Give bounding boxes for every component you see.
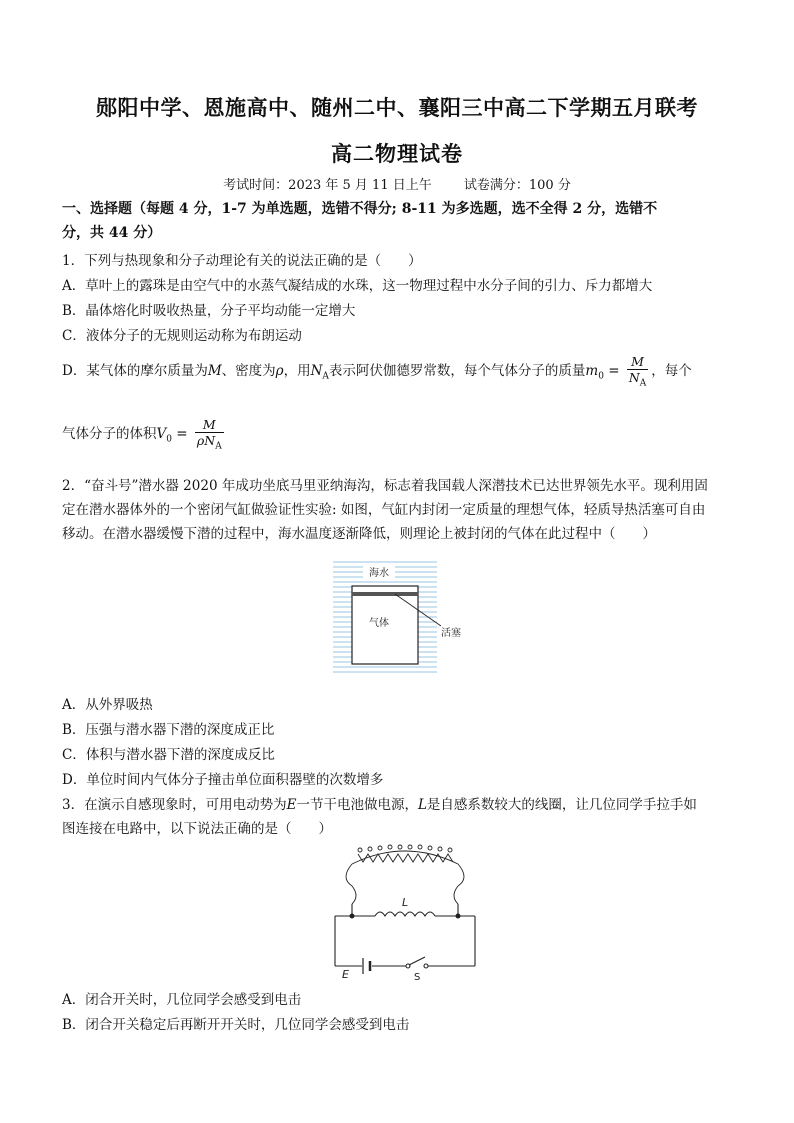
q2-option-d: D．单位时间内气体分子撞击单位面积器壁的次数增多: [62, 772, 384, 788]
q1-d-text1: D．某气体的摩尔质量为: [62, 362, 208, 379]
circuit-diagram: [330, 840, 480, 980]
q3-E: E: [286, 797, 297, 813]
q2-option-b: B．压强与潜水器下潜的深度成正比: [62, 722, 275, 738]
switch: [406, 957, 428, 968]
node-left: [350, 914, 355, 919]
battery: [363, 958, 370, 974]
full-score: 试卷满分：100 分: [463, 178, 571, 193]
exam-meta: [0, 174, 794, 193]
q1-option-a: A．草叶上的露珠是由空气中的水蒸气凝结成的水珠，这一物理过程中水分子间的引力、斥力都增大: [62, 278, 653, 294]
exam-title: 郧阳中学、恩施高中、随州二中、襄阳三中高二下学期五月联考: [96, 95, 698, 120]
node-right: [456, 914, 461, 919]
q2-option-c: C．体积与潜水器下潜的深度成反比: [62, 747, 275, 763]
exam-subtitle: 高二物理试卷: [331, 141, 463, 166]
q2-stem-1: 2．“奋斗号”潜水器 2020 年成功坐底马里亚纳海沟，标志着我国载人深潜技术已达世界领先水平。现利用固: [62, 478, 708, 494]
piston: [352, 592, 418, 596]
inductor-coil: [375, 912, 435, 916]
q1-d-M: M: [207, 362, 222, 379]
q1-d-rho: ρ: [275, 362, 284, 379]
q3-stem-2: 图连接在电路中，以下说法正确的是（ ）: [62, 821, 332, 837]
q3-L: L: [417, 797, 427, 813]
circuit-wires: [335, 904, 475, 966]
label-inductor: L: [402, 896, 409, 909]
label-switch: S: [414, 972, 421, 980]
q1-d-eq: =: [603, 362, 624, 379]
q1-d-fraction-mass: $\frac{M}{N_A}$: [628, 354, 647, 389]
section-heading-cont: 分，共 44 分）: [62, 225, 162, 241]
section-heading: 一、选择题（每题 4 分，1-7 为单选题，选错不得分; 8-11 为多选题，选不全得 2 分，选错不: [62, 201, 658, 217]
label-seawater: 海水: [369, 568, 389, 579]
q1-stem: 1．下列与热现象和分子动理论有关的说法正确的是（ ）: [62, 253, 422, 269]
q1-d-eq2: =: [171, 425, 192, 442]
q1-d-text5: ，每个: [651, 362, 692, 379]
q1-d-NA: $N_A$: [310, 362, 329, 382]
label-battery: E: [342, 968, 349, 980]
cylinder-diagram: [325, 556, 470, 678]
q3-option-a: A．闭合开关时，几位同学会感受到电击: [62, 992, 302, 1008]
q1-d-V0: $V_0$: [156, 425, 172, 445]
exam-time: 考试时间：2023 年 5 月 11 日上午: [223, 178, 432, 193]
q1-d-text6: 气体分子的体积: [62, 425, 157, 442]
q1-option-b: B．晶体熔化时吸收热量，分子平均动能一定增大: [62, 303, 356, 319]
q1-option-d: [62, 354, 742, 389]
q2-stem-2: 定在潜水器体外的一个密闭气缸做验证性实验: 如图，气缸内封闭一定质量的理想气体，轻质导热活塞可自由: [62, 502, 706, 518]
q2-stem-3: 移动。在潜水器缓慢下潜的过程中，海水温度逐渐降低，则理论上被封闭的气体在此过程中（ ）: [62, 526, 656, 542]
q1-d-text4: 表示阿伏伽德罗常数，每个气体分子的质量: [328, 362, 586, 379]
q1-d-m0: $m_0$: [585, 362, 604, 382]
q1-d-text3: ，用: [283, 362, 311, 379]
label-piston: 活塞: [441, 628, 461, 639]
q3-stem-1: 3．在演示自感现象时，可用电动势为E一节干电池做电源，L是自感系数较大的线圈，让几位同学手拉手如: [62, 797, 697, 813]
q3-option-b: B．闭合开关稳定后再断开开关时，几位同学会感受到电击: [62, 1017, 410, 1033]
q1-option-c: C．液体分子的无规则运动称为布朗运动: [62, 328, 302, 344]
label-gas: 气体: [369, 618, 389, 629]
q1-option-d-cont: [62, 417, 742, 452]
q1-d-fraction-volume: $\frac{M}{\rho N_A}$: [196, 417, 222, 452]
q2-option-a: A．从外界吸热: [62, 697, 153, 713]
q1-d-text2: 、密度为: [221, 362, 276, 379]
